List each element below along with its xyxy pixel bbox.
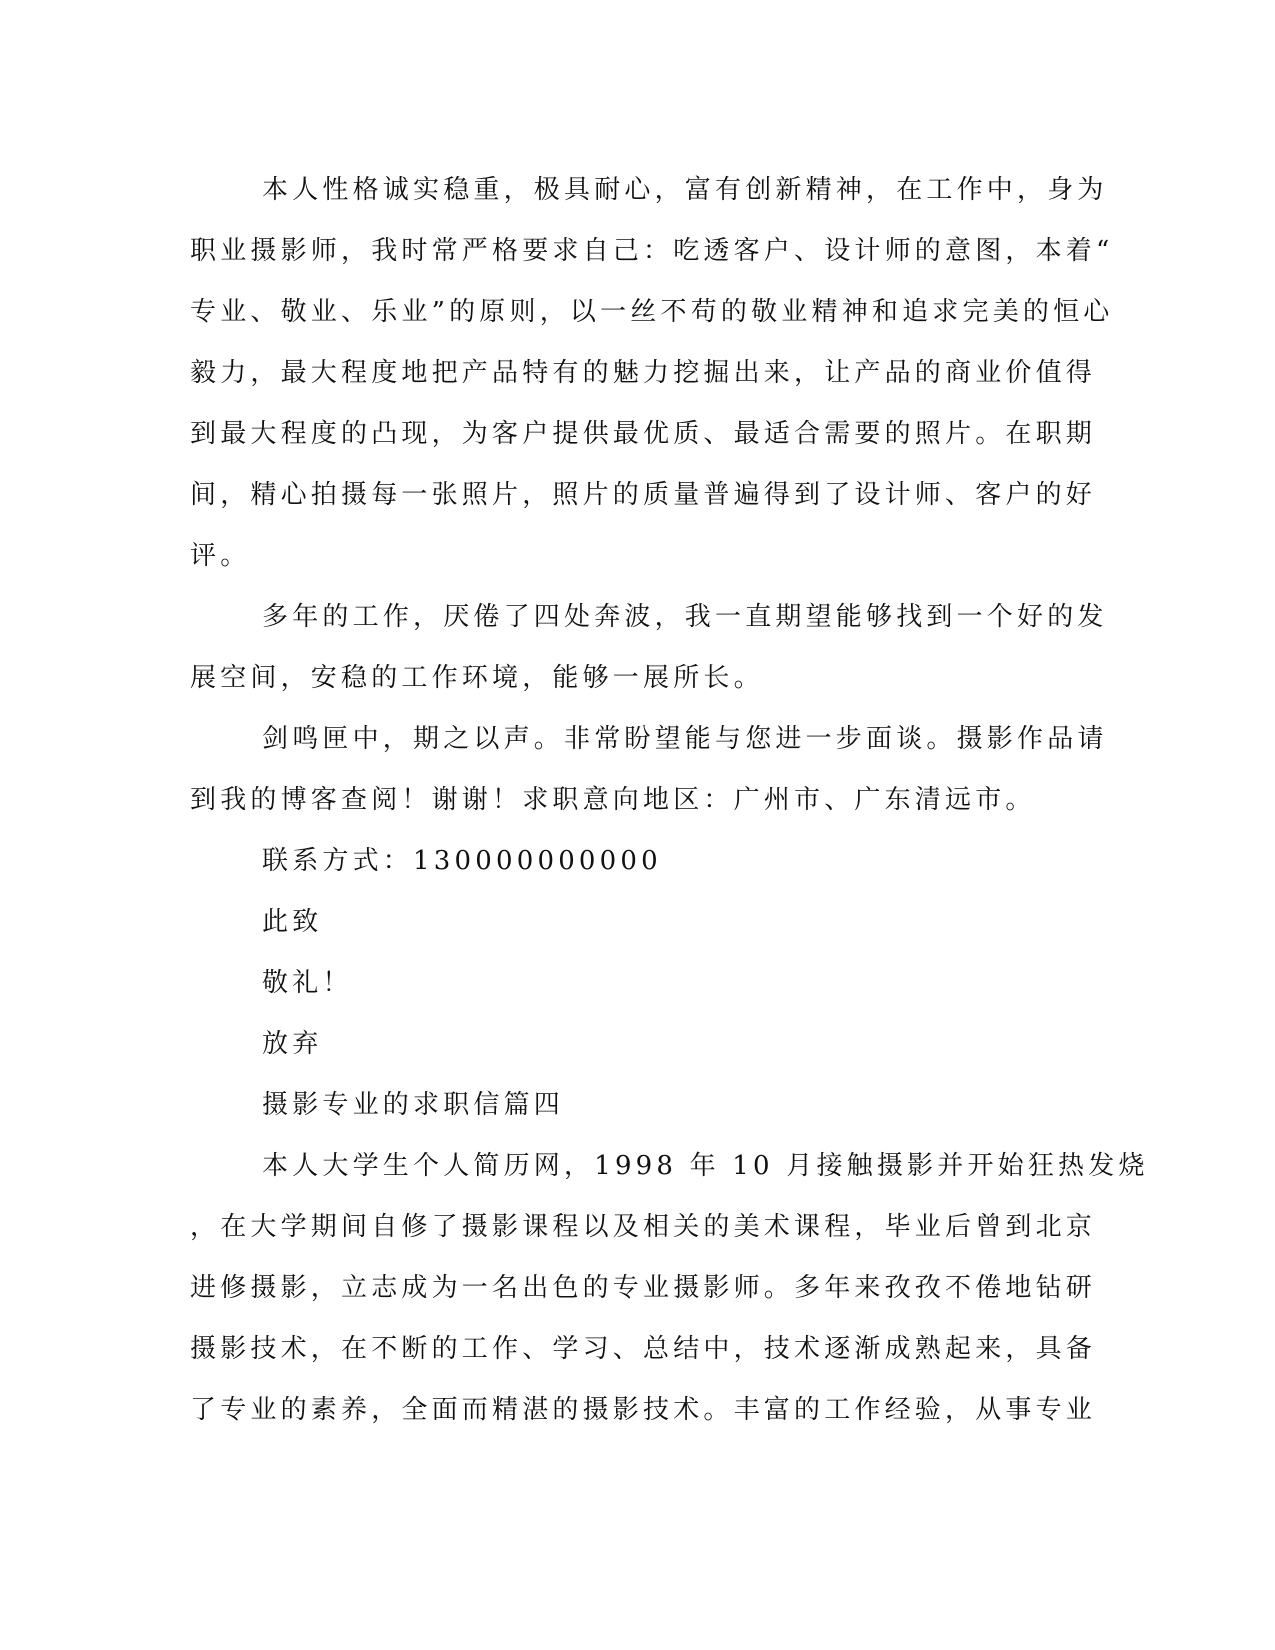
- text-line: 本人大学生个人简历网，1998 年 10 月接触摄影并开始狂热发烧: [262, 1151, 1149, 1181]
- paragraph-intro-four: [190, 1136, 1149, 1441]
- text-line: 职业摄影师，我时常严格要求自己：吃透客户、设计师的意图，本着“: [190, 236, 1114, 266]
- salutation: [190, 892, 1070, 1014]
- text-line: 摄影技术，在不断的工作、学习、总结中，技术逐渐成熟起来，具备: [190, 1334, 1097, 1364]
- text-line: 到最大程度的凸现，为客户提供最优质、最适合需要的照片。在职期: [190, 419, 1097, 449]
- signature: [190, 1014, 1070, 1075]
- section-heading-text: 摄影专业的求职信篇四: [262, 1090, 565, 1120]
- contact-text: 联系方式：130000000000: [262, 846, 662, 876]
- text-line: 毅力，最大程度地把产品特有的魅力挖掘出来，让产品的商业价值得: [190, 358, 1097, 388]
- text-line: 了专业的素养，全面而精湛的摄影技术。丰富的工作经验，从事专业: [190, 1395, 1097, 1425]
- text-line: ，在大学期间自修了摄影课程以及相关的美术课程，毕业后曾到北京: [190, 1212, 1097, 1242]
- paragraph-expectation: [190, 587, 1108, 709]
- text-line: 本人性格诚实稳重，极具耐心，富有创新精神，在工作中，身为: [262, 175, 1108, 205]
- text-line: 间，精心拍摄每一张照片，照片的质量普遍得到了设计师、客户的好: [190, 480, 1097, 510]
- section-heading: [190, 1075, 1070, 1136]
- text-line: 进修摄影，立志成为一名出色的专业摄影师。多年来孜孜不倦地钻研: [190, 1273, 1097, 1303]
- text-line: 多年的工作，厌倦了四处奔波，我一直期望能够找到一个好的发: [262, 602, 1108, 632]
- letter-body: [190, 160, 1149, 1441]
- text-line: 展空间，安稳的工作环境，能够一展所长。: [190, 663, 764, 693]
- contact-line: [190, 831, 1070, 892]
- signature-text: 放弃: [262, 1029, 323, 1059]
- salutation-line: 敬礼！: [262, 968, 353, 998]
- text-line: 剑鸣匣中，期之以声。非常盼望能与您进一步面谈。摄影作品请: [262, 724, 1108, 754]
- salutation-line: 此致: [262, 907, 323, 937]
- text-line: 到我的博客查阅！谢谢！求职意向地区：广州市、广东清远市。: [190, 785, 1036, 815]
- text-line: 专业、敬业、乐业”的原则，以一丝不苟的敬业精神和追求完美的恒心: [190, 297, 1114, 327]
- text-line: 评。: [190, 541, 251, 571]
- paragraph-character: [190, 160, 1114, 587]
- paragraph-closing-request: [190, 709, 1108, 831]
